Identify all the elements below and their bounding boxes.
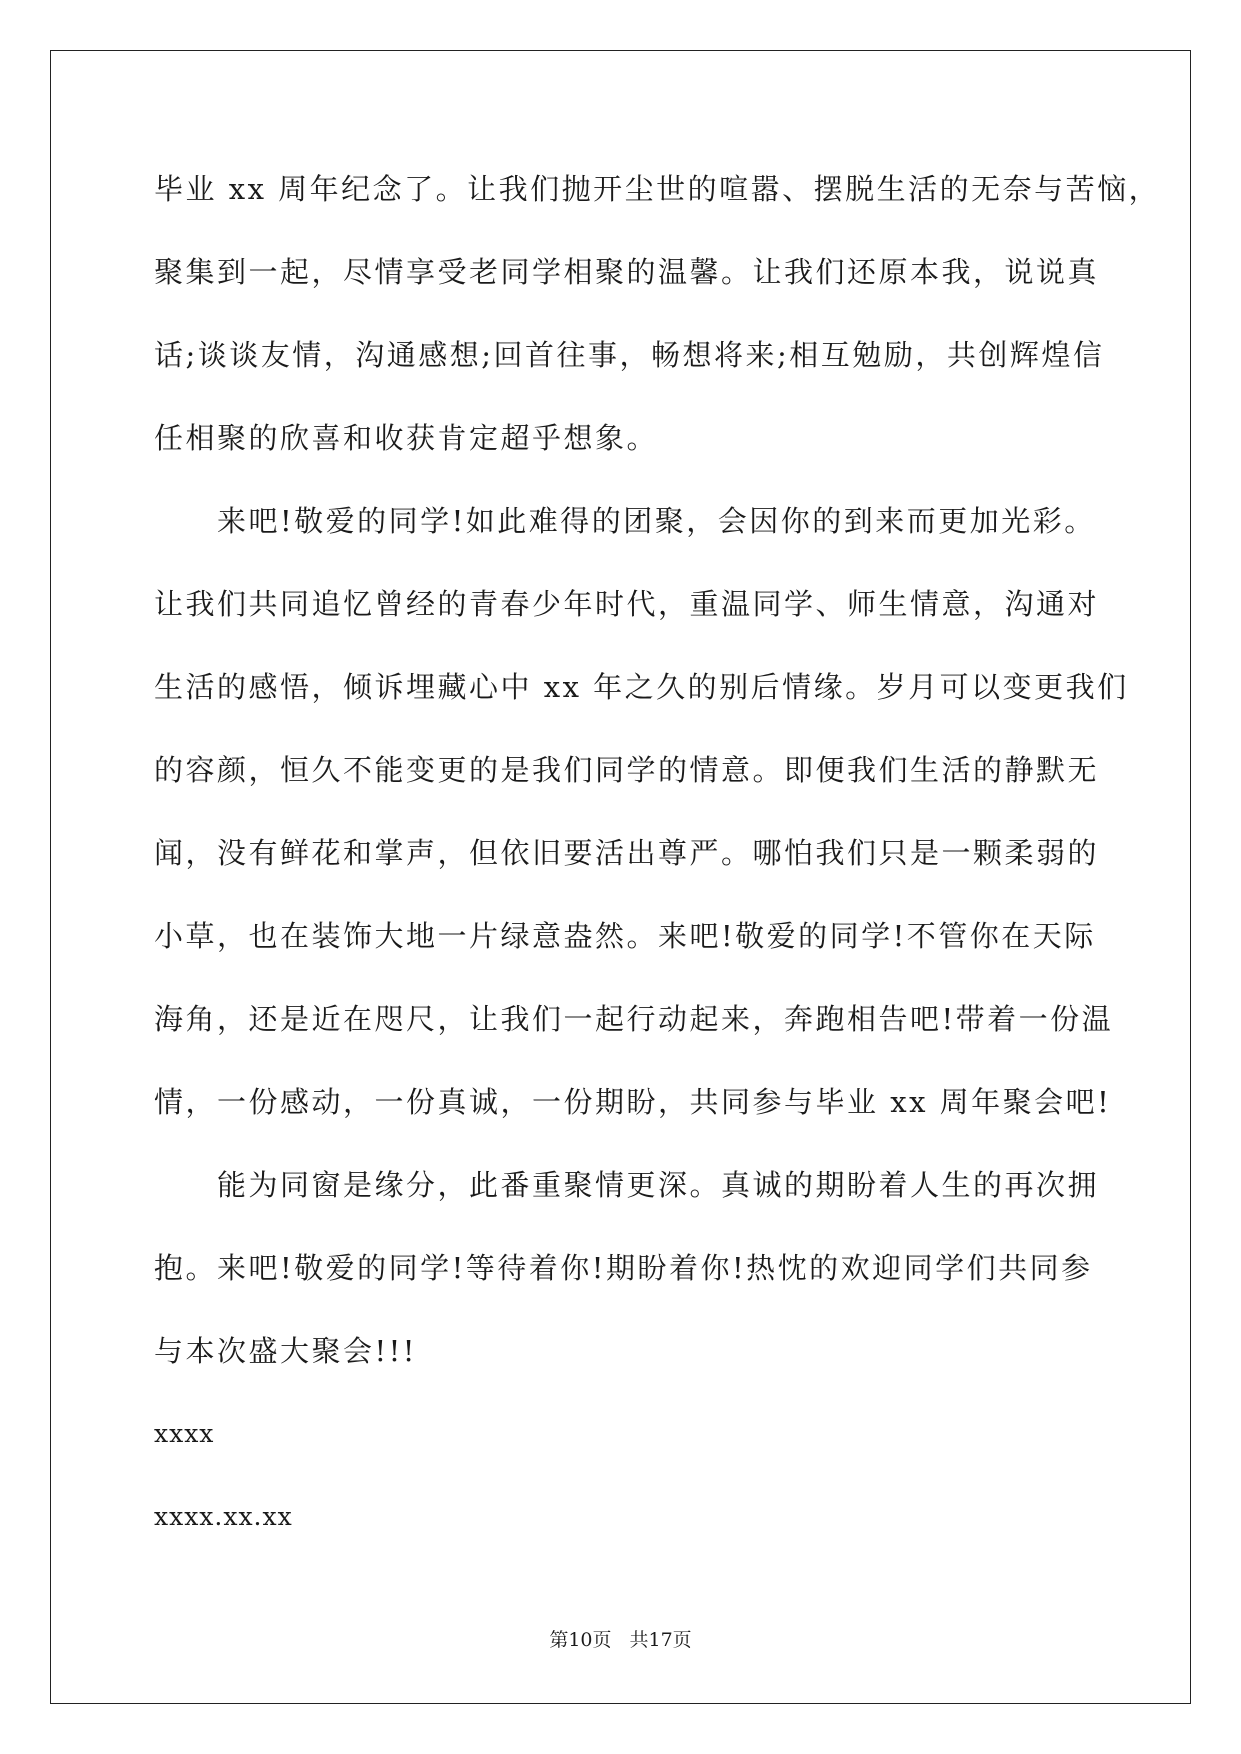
page-total: 共17页 [629,1629,692,1651]
text-line: 抱。来吧!敬爱的同学!等待着你!期盼着你!热忱的欢迎同学们共同参 [154,1251,1093,1285]
text-line: 与本次盛大聚会!!! [154,1334,417,1368]
page-footer [0,1628,1241,1652]
text-line: 的容颜，恒久不能变更的是我们同学的情意。即便我们生活的静默无 [154,753,1100,787]
text-line: 小草，也在装饰大地一片绿意盎然。来吧!敬爱的同学!不管你在天际 [154,919,1096,953]
document-body [154,160,1161,1571]
page-number: 第10页 [549,1629,612,1651]
text-line: 毕业 xx 周年纪念了。让我们抛开尘世的喧嚣、摆脱生活的无奈与苦恼， [154,172,1161,206]
text-line: 聚集到一起，尽情享受老同学相聚的温馨。让我们还原本我，说说真 [154,255,1100,289]
text-line: 让我们共同追忆曾经的青春少年时代，重温同学、师生情意，沟通对 [154,587,1100,621]
text-line: 情，一份感动，一份真诚，一份期盼，共同参与毕业 xx 周年聚会吧! [154,1085,1112,1119]
text-line: 闻，没有鲜花和掌声，但依旧要活出尊严。哪怕我们只是一颗柔弱的 [154,836,1100,870]
text-line: 生活的感悟，倾诉埋藏心中 xx 年之久的别后情缘。岁月可以变更我们 [154,670,1129,704]
date: xxxx.xx.xx [154,1502,293,1531]
text-line: 海角，还是近在咫尺，让我们一起行动起来，奔跑相告吧!带着一份温 [154,1002,1114,1036]
text-line: 话;谈谈友情，沟通感想;回首往事，畅想将来;相互勉励，共创辉煌信 [154,338,1105,372]
text-line: 任相聚的欣喜和收获肯定超乎想象。 [154,421,659,455]
signature: xxxx [154,1419,215,1448]
text-line: 能为同窗是缘分，此番重聚情更深。真诚的期盼着人生的再次拥 [217,1168,1100,1202]
text-line: 来吧!敬爱的同学!如此难得的团聚，会因你的到来而更加光彩。 [217,504,1096,538]
